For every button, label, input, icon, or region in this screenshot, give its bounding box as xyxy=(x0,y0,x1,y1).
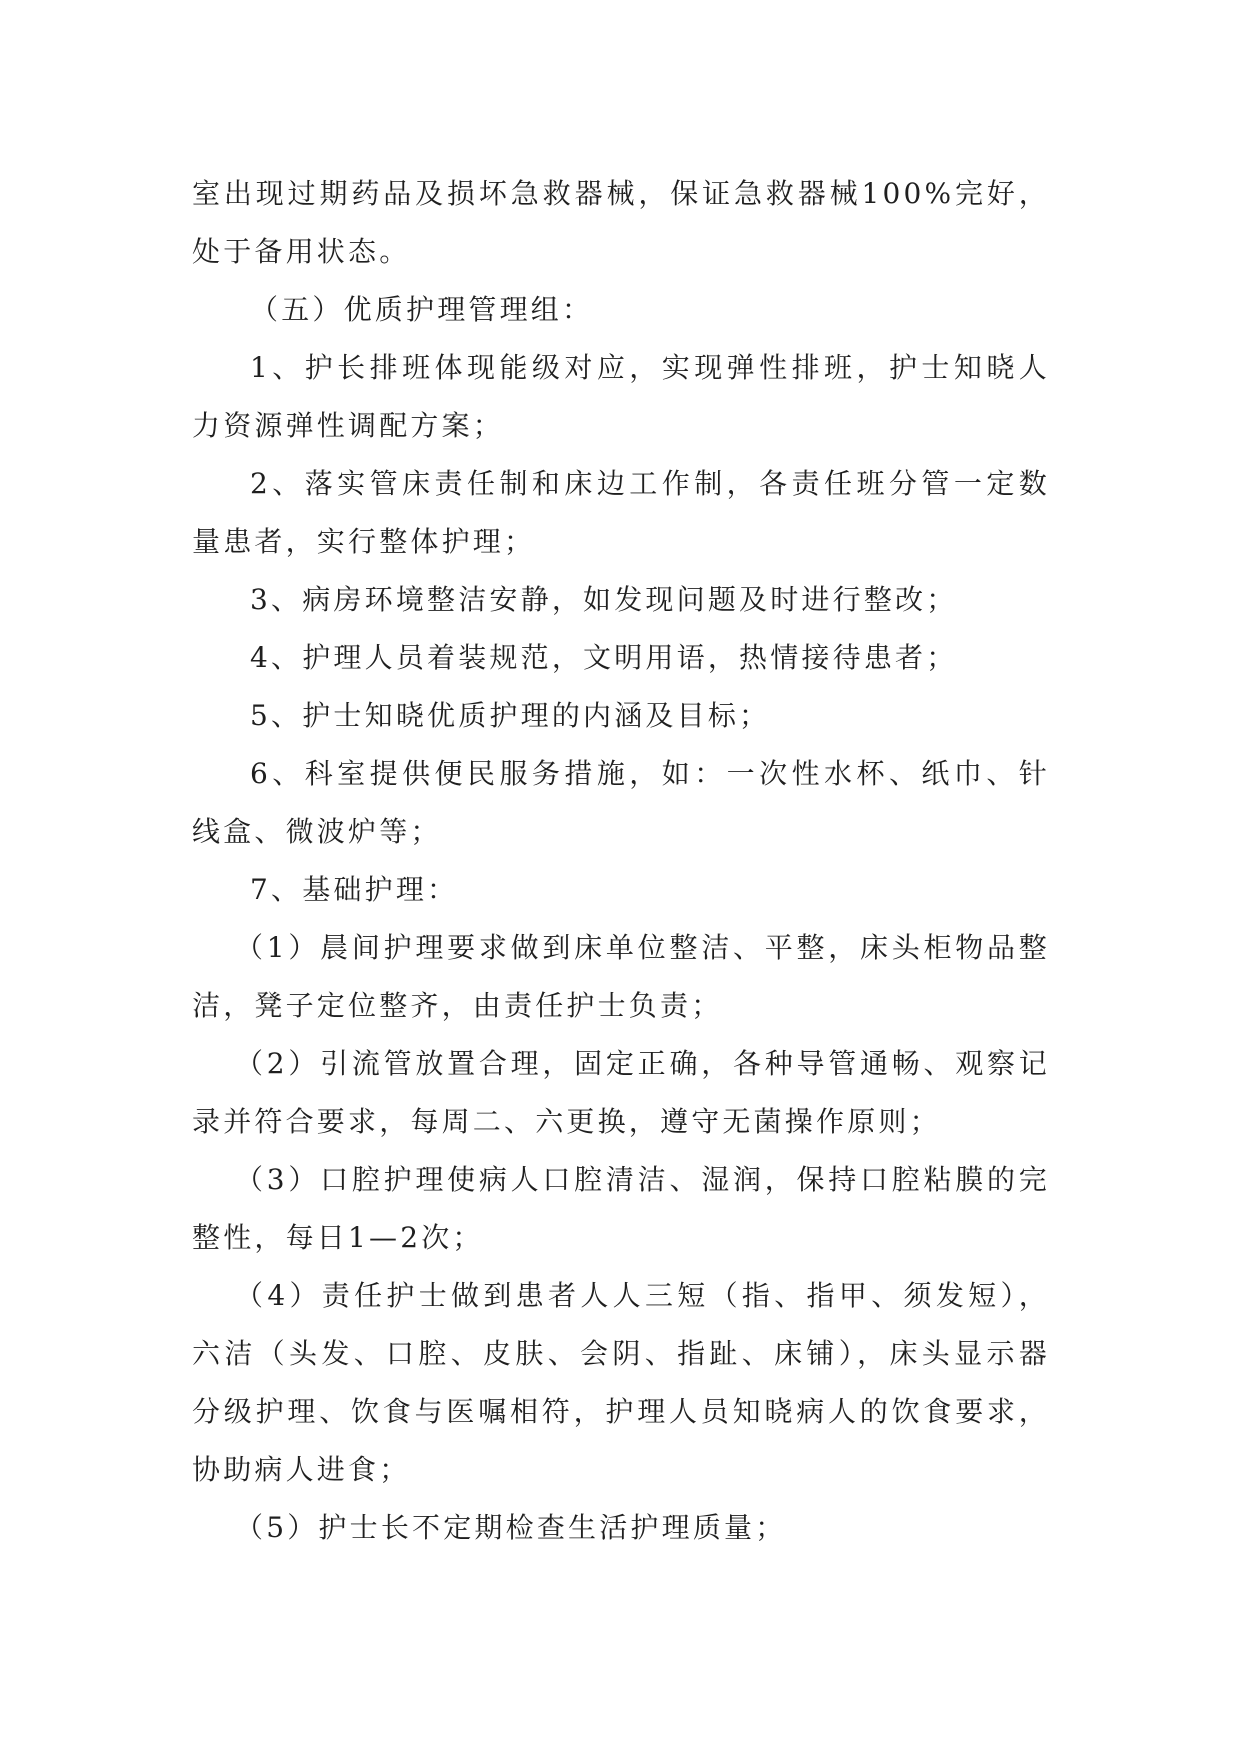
paragraph-item-4: 4、护理人员着装规范，文明用语，热情接待患者； xyxy=(250,641,958,674)
paragraph-item-7: 7、基础护理： xyxy=(250,873,459,906)
subitem-1: （1）晨间护理要求做到床单位整洁、平整，床头柜物品整洁，凳子定位整齐，由责任护士负责； xyxy=(192,931,1050,1022)
paragraph-item-5: 5、护士知晓优质护理的内涵及目标； xyxy=(250,699,771,732)
paragraph-item-3: 3、病房环境整洁安静，如发现问题及时进行整改； xyxy=(250,583,958,616)
paragraph-item-2: 2、落实管床责任制和床边工作制，各责任班分管一定数量患者，实行整体护理； xyxy=(192,467,1050,558)
document-body xyxy=(192,165,1050,1557)
subitem-4: （4）责任护士做到患者人人三短（指、指甲、须发短），六洁（头发、口腔、皮肤、会阴、指趾、床铺），床头显示器分级护理、饮食与医嘱相符，护理人员知晓病人的饮食要求，协助病人进食； xyxy=(192,1279,1050,1486)
subitem-5: （5）护士长不定期检查生活护理质量； xyxy=(235,1511,787,1544)
section-heading: （五）优质护理管理组： xyxy=(250,293,594,326)
paragraph-item-6: 6、科室提供便民服务措施，如：一次性水杯、纸巾、针线盒、微波炉等； xyxy=(192,757,1050,848)
paragraph-continuation: 室出现过期药品及损坏急救器械，保证急救器械100%完好，处于备用状态。 xyxy=(192,177,1050,268)
subitem-2: （2）引流管放置合理，固定正确，各种导管通畅、观察记录并符合要求，每周二、六更换，遵守无菌操作原则； xyxy=(192,1047,1050,1138)
paragraph-item-1: 1、护长排班体现能级对应，实现弹性排班，护士知晓人力资源弹性调配方案； xyxy=(192,351,1050,442)
subitem-3: （3）口腔护理使病人口腔清洁、湿润，保持口腔粘膜的完整性，每日1—2次； xyxy=(192,1163,1050,1254)
